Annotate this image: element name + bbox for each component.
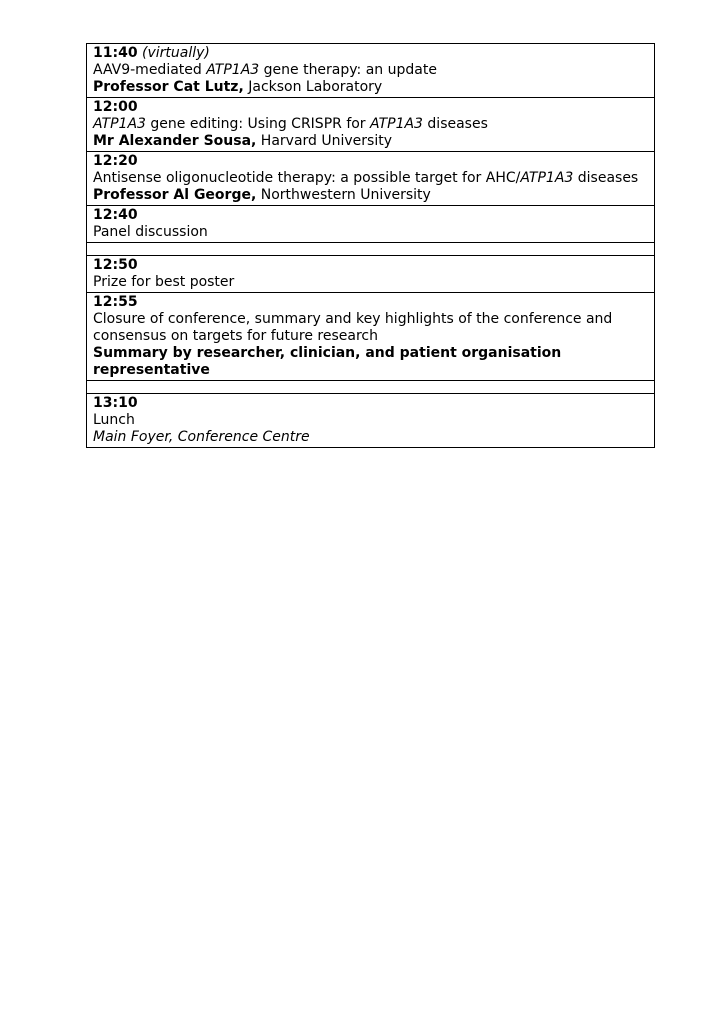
agenda-cell: [87, 44, 655, 98]
agenda-cell: [87, 206, 655, 243]
speaker-name: Mr Alexander Sousa,: [93, 133, 257, 149]
session-time: 12:20: [93, 153, 138, 169]
session-time: 12:55: [93, 294, 138, 310]
gene-name: ATP1A3: [93, 116, 146, 132]
session-time: 13:10: [93, 395, 138, 411]
agenda-cell: [87, 152, 655, 206]
spacer-row: [87, 243, 655, 256]
session-time: 12:40: [93, 207, 138, 223]
session-title: ATP1A3 gene editing: Using CRISPR for ATP1A3 diseases: [93, 116, 488, 132]
speaker: [93, 79, 648, 96]
session-title: AAV9-mediated ATP1A3 gene therapy: an update: [93, 62, 437, 78]
spacer-cell: [87, 381, 655, 394]
session-summary: Summary by researcher, clinician, and patient organisation representative: [93, 345, 562, 378]
speaker-name: Professor Al George,: [93, 187, 257, 203]
agenda-cell: [87, 293, 655, 381]
agenda-cell: [87, 256, 655, 293]
speaker-name: Professor Cat Lutz,: [93, 79, 244, 95]
session-title: Lunch: [93, 412, 135, 428]
gene-name: ATP1A3: [520, 170, 574, 186]
speaker: [93, 187, 648, 204]
session-title: Closure of conference, summary and key highlights of the conference and consensus on targets for future research: [93, 311, 613, 344]
speaker: [93, 133, 648, 150]
agenda-row-1310: [87, 394, 655, 448]
spacer-cell: [87, 243, 655, 256]
speaker-affiliation: Harvard University: [256, 133, 393, 149]
session-title: Panel discussion: [93, 224, 208, 240]
speaker-affiliation: Jackson Laboratory: [243, 79, 383, 95]
agenda-table: [86, 43, 655, 448]
speaker-affiliation: Northwestern University: [256, 187, 431, 203]
gene-name: ATP1A3: [370, 116, 423, 132]
agenda-cell: [87, 394, 655, 448]
agenda-row-1220: [87, 152, 655, 206]
agenda-row-1240: [87, 206, 655, 243]
time-note: (virtually): [142, 45, 210, 61]
session-time: 12:00: [93, 99, 138, 115]
session-location: Main Foyer, Conference Centre: [93, 429, 310, 445]
agenda-row-1250: [87, 256, 655, 293]
agenda-row-1200: [87, 98, 655, 152]
session-title: Antisense oligonucleotide therapy: a possible target for AHC/ATP1A3 diseases: [93, 170, 639, 186]
agenda-cell: [87, 98, 655, 152]
session-time: 11:40: [93, 45, 138, 61]
gene-name: ATP1A3: [206, 62, 260, 78]
agenda-row-1140: [87, 44, 655, 98]
session-title: Prize for best poster: [93, 274, 235, 290]
spacer-row: [87, 381, 655, 394]
agenda-row-1255: [87, 293, 655, 381]
time-line: [93, 45, 648, 62]
session-time: 12:50: [93, 257, 138, 273]
